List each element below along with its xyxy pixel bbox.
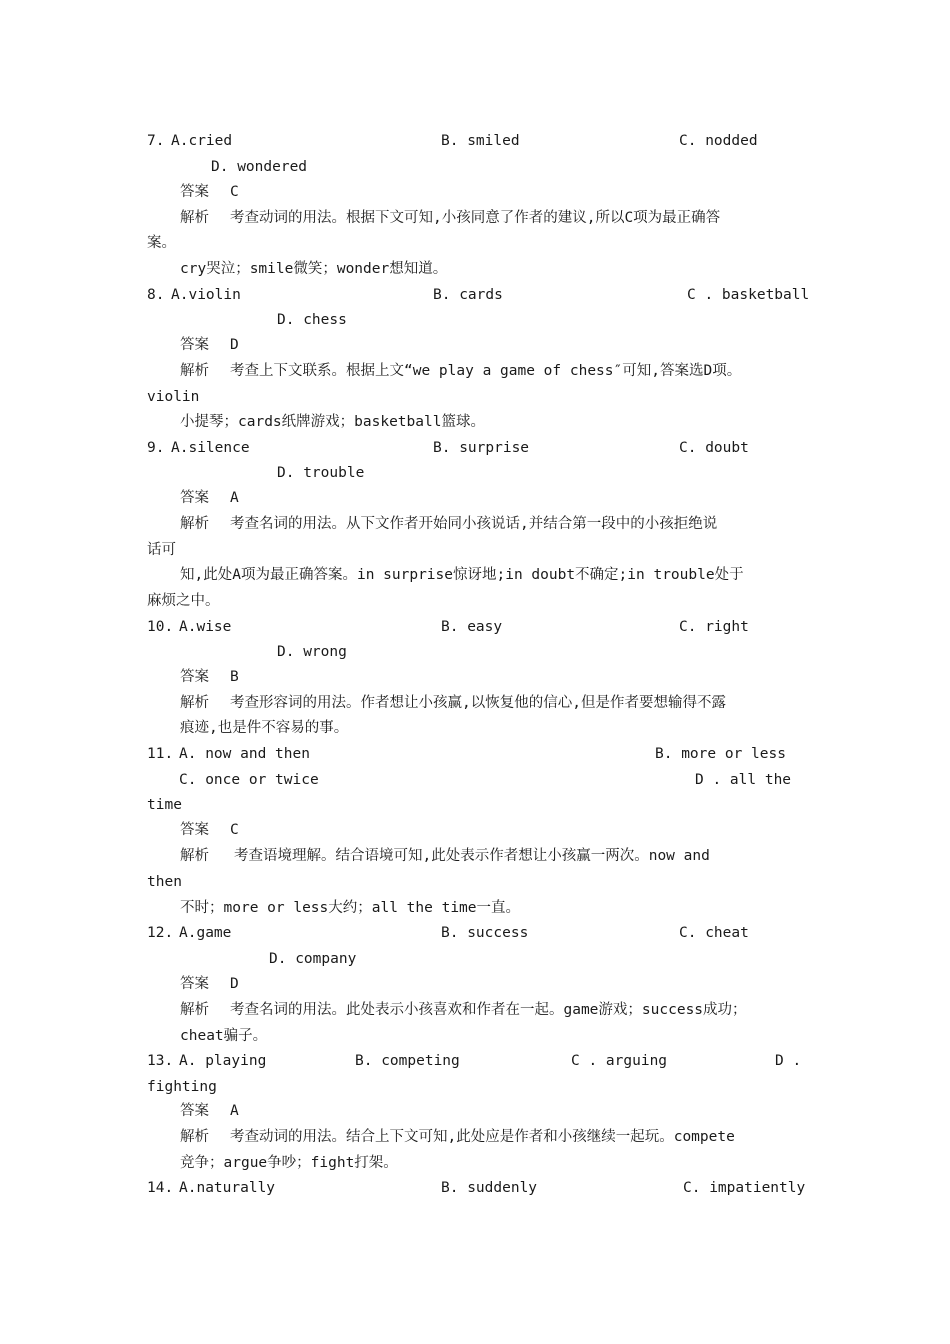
analysis-label: 解析	[180, 848, 209, 864]
answer-value: C	[230, 184, 239, 200]
analysis-label: 解析	[180, 363, 209, 379]
analysis-line: 痕迹,也是件不容易的事。	[180, 720, 349, 736]
analysis-line: 考查语境理解。结合语境可知,此处表示作者想让小孩赢一两次。now and	[234, 848, 710, 864]
analysis-label: 解析	[180, 695, 209, 711]
analysis-label: 解析	[180, 210, 209, 226]
option-c: C. nodded	[679, 133, 758, 149]
answer-value: B	[230, 669, 239, 685]
answer-value: C	[230, 822, 239, 838]
analysis-line: 知,此处A项为最正确答案。in surprise惊讶地;in doubt不确定;in trouble处于	[180, 567, 744, 583]
option-d: D . all the	[695, 772, 792, 788]
option-d-continued: time	[147, 797, 182, 813]
option-c: C. once or twice	[179, 772, 319, 788]
option-a: A.violin	[171, 287, 241, 303]
option-b: B. competing	[355, 1053, 460, 1069]
question-number: 8.	[147, 287, 165, 303]
analysis-line: 小提琴；cards纸牌游戏；basketball篮球。	[180, 414, 485, 430]
answer-value: A	[230, 490, 239, 506]
question-number: 9.	[147, 440, 165, 456]
option-a: A.game	[179, 925, 232, 941]
option-a: A.naturally	[179, 1180, 276, 1196]
analysis-line: 考查名词的用法。从下文作者开始同小孩说话,并结合第一段中的小孩拒绝说	[230, 516, 718, 532]
option-d-continued: fighting	[147, 1079, 217, 1095]
analysis-line: 不时；more or less大约；all the time一直。	[180, 900, 521, 916]
answer-value: D	[230, 976, 239, 992]
analysis-line: 竞争；argue争吵；fight打架。	[180, 1155, 398, 1171]
option-c: C . arguing	[571, 1053, 668, 1069]
answer-label: 答案	[180, 976, 209, 992]
option-d: D. chess	[277, 312, 347, 328]
question-number: 14.	[147, 1180, 174, 1196]
option-a: A. now and then	[179, 746, 310, 762]
analysis-label: 解析	[180, 1129, 209, 1145]
option-a: A. playing	[179, 1053, 267, 1069]
option-b: B. cards	[433, 287, 503, 303]
option-b: B. more or less	[655, 746, 786, 762]
question-number: 7.	[147, 133, 165, 149]
option-d: D. company	[269, 951, 357, 967]
answer-label: 答案	[180, 490, 209, 506]
option-d: D. wrong	[277, 644, 347, 660]
analysis-label: 解析	[180, 1002, 209, 1018]
answer-label: 答案	[180, 669, 209, 685]
question-number: 12.	[147, 925, 174, 941]
analysis-line: 考查动词的用法。结合上下文可知,此处应是作者和小孩继续一起玩。compete	[230, 1129, 735, 1145]
option-c: C. doubt	[679, 440, 749, 456]
answer-label: 答案	[180, 184, 209, 200]
option-b: B. easy	[441, 619, 503, 635]
question-number: 10.	[147, 619, 174, 635]
option-d: D. wondered	[211, 159, 308, 175]
option-c: C. impatiently	[683, 1180, 806, 1196]
option-b: B. surprise	[433, 440, 530, 456]
option-b: B. smiled	[441, 133, 520, 149]
answer-value: A	[230, 1103, 239, 1119]
analysis-line: 案。	[147, 235, 176, 251]
answer-label: 答案	[180, 337, 209, 353]
analysis-line: 考查上下文联系。根据上文“we play a game of chess″可知,答案选D项。	[230, 363, 742, 379]
analysis-line: then	[147, 874, 182, 890]
answer-label: 答案	[180, 822, 209, 838]
option-d: D. trouble	[277, 465, 365, 481]
option-c: C. right	[679, 619, 749, 635]
answer-label: 答案	[180, 1103, 209, 1119]
option-c: C. cheat	[679, 925, 749, 941]
option-a: A.wise	[179, 619, 232, 635]
analysis-line: 考查名词的用法。此处表示小孩喜欢和作者在一起。game游戏；success成功；	[230, 1002, 747, 1018]
analysis-line: 话可	[147, 542, 176, 558]
analysis-line: 麻烦之中。	[147, 593, 220, 609]
analysis-line: 考查动词的用法。根据下文可知,小孩同意了作者的建议,所以C项为最正确答	[230, 210, 721, 226]
analysis-line: 考查形容词的用法。作者想让小孩赢,以恢复他的信心,但是作者要想输得不露	[230, 695, 726, 711]
option-d: D .	[775, 1053, 802, 1069]
option-a: A.cried	[171, 133, 233, 149]
question-number: 11.	[147, 746, 174, 762]
answer-value: D	[230, 337, 239, 353]
analysis-line: violin	[147, 389, 200, 405]
option-b: B. success	[441, 925, 529, 941]
option-c: C . basketball	[687, 287, 810, 303]
option-b: B. suddenly	[441, 1180, 538, 1196]
analysis-label: 解析	[180, 516, 209, 532]
analysis-line: cheat骗子。	[180, 1028, 268, 1044]
option-a: A.silence	[171, 440, 250, 456]
analysis-line: cry哭泣；smile微笑；wonder想知道。	[180, 261, 448, 277]
question-number: 13.	[147, 1053, 174, 1069]
